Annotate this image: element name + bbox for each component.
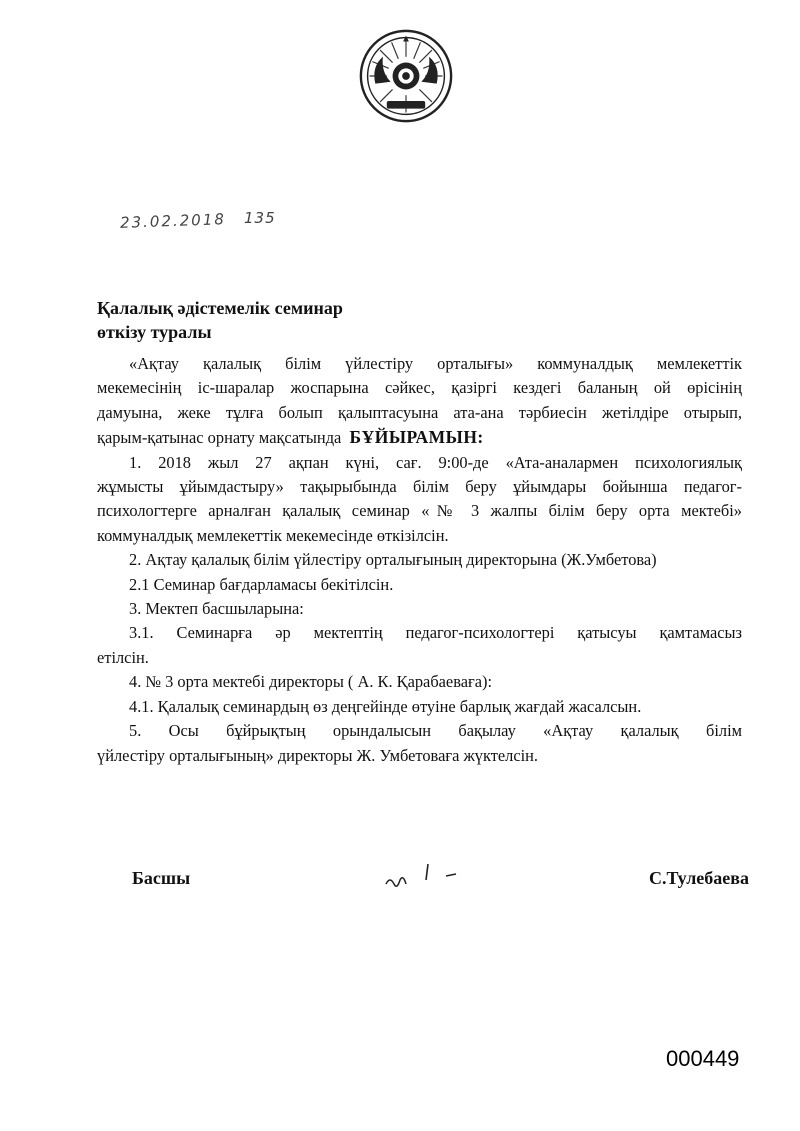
intro-line: мекемесінің іс-шаралар жоспарына сәйкес, қазіргі кездегі баланың ой өрісінің [97, 378, 742, 398]
item-2: 2. Ақтау қалалық білім үйлестіру орталығының директорына (Ж.Умбетова) [129, 550, 657, 570]
item-4: 4. № 3 орта мектебі директоры ( А. К. Қарабаеваға): [129, 672, 493, 692]
document-serial-number: 000449 [666, 1046, 740, 1071]
intro-line: дамуына, жеке тұлға болып қалыптасуына ата-ана тәрбиесін жетілдіре отырып, [97, 402, 742, 422]
item-1-line: коммуналдық мемлекеттік мекемесінде өткізілсін. [97, 525, 449, 545]
intro-line: «Ақтау қалалық білім үйлестіру орталығы» коммуналдық мемлекеттік [129, 354, 742, 373]
handwritten-number: 135 [244, 209, 276, 227]
handwritten-date: 23.02.2018 [119, 210, 227, 232]
item-1-line: психологтерге арналған қалалық семинар «№ 3 жалпы білім беру орта мектебі» [97, 501, 742, 521]
title-line-2: өткізу туралы [97, 322, 212, 342]
document-title [97, 296, 343, 344]
handwritten-signature-icon [380, 858, 470, 898]
item-3-1-line: 3.1. Семинарға әр мектептің педагог-психологтері қатысуы қамтамасыз [129, 623, 742, 643]
item-5-line: үйлестіру орталығының» директоры Ж. Умбетоваға жүктелсін. [97, 745, 539, 765]
title-line-1: Қалалық әдістемелік семинар [97, 298, 343, 318]
item-2-1: 2.1 Семинар бағдарламасы бекітілсін. [129, 574, 394, 594]
item-3-1-line: етілсін. [97, 647, 149, 667]
intro-line: қарым-қатынас орнату мақсатында [97, 428, 342, 448]
intro-last-line [97, 425, 742, 450]
item-1-line: 1. 2018 жыл 27 ақпан күні, сағ. 9:00-де «Ата-аналармен психологиялық [129, 452, 742, 472]
order-word: БҰЙЫРАМЫН: [349, 427, 484, 448]
item-4-1: 4.1. Қалалық семинардың өз деңгейінде өтуіне барлық жағдай жасалсын. [129, 696, 642, 716]
item-3: 3. Мектеп басшыларына: [129, 599, 304, 619]
document-body [97, 352, 742, 768]
signatory-role: Басшы [132, 868, 191, 888]
state-emblem-icon [358, 28, 454, 124]
item-5-line: 5. Осы бұйрықтың орындалысын бақылау «Ақтау қалалық білім [129, 721, 742, 741]
signatory-name: С.Тулебаева [649, 868, 749, 888]
item-1-line: жұмысты ұйымдастыру» тақырыбында білім беру ұйымдары бойынша педагог- [97, 477, 742, 497]
